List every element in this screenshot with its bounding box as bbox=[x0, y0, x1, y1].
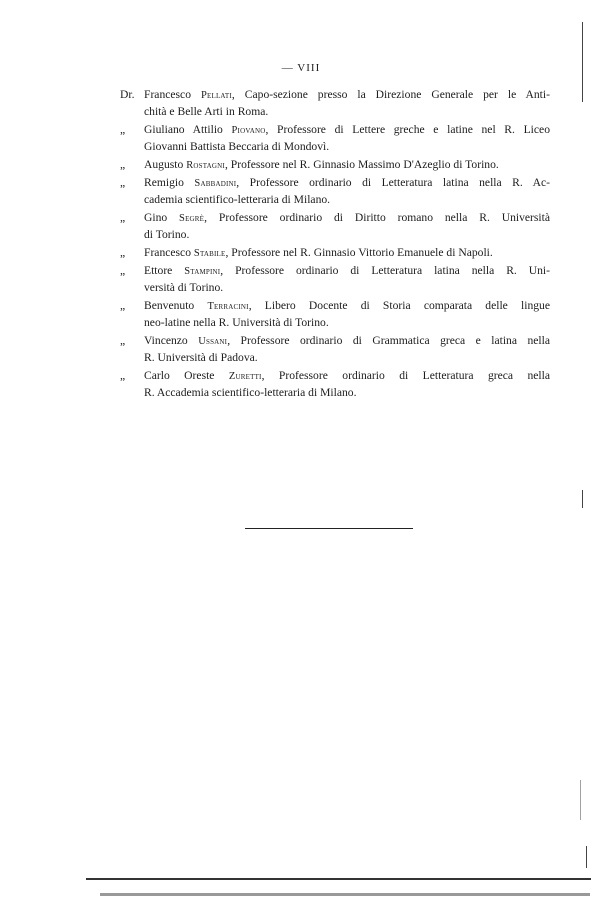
entry-marker: „ bbox=[120, 157, 126, 171]
entry-marker: „ bbox=[120, 264, 126, 278]
entry-surname: Ussani bbox=[198, 335, 228, 347]
entry-given-name: Augusto bbox=[144, 157, 184, 171]
entry-given-name: Giuliano Attilio bbox=[144, 122, 223, 136]
list-item bbox=[120, 263, 550, 297]
scan-edge-line bbox=[582, 490, 583, 508]
entry-marker: „ bbox=[120, 176, 126, 190]
entry-given-name: Benvenuto bbox=[144, 298, 195, 312]
scan-edge-line bbox=[582, 22, 583, 102]
entry-marker: Dr. bbox=[120, 88, 135, 101]
entry-text: , Professore nel R. Ginnasio Massimo D'Azeglio di Torino. bbox=[224, 157, 499, 171]
entry-continuation: Giovanni Battista Beccaria di Mondovì. bbox=[144, 140, 330, 154]
list-item bbox=[120, 245, 550, 262]
entry-first-line bbox=[144, 157, 550, 174]
contributor-list bbox=[120, 87, 550, 402]
entry-continuation: versità di Torino. bbox=[144, 281, 224, 295]
entry-given-name: Vincenzo bbox=[144, 333, 188, 347]
entry-given-name: Remigio bbox=[144, 176, 184, 190]
scan-edge-line bbox=[86, 878, 591, 880]
entry-first-line bbox=[144, 175, 550, 192]
entry-continuation: neo-latine nella R. Università di Torino. bbox=[144, 316, 329, 330]
list-item bbox=[120, 333, 550, 367]
entry-given-name: Francesco bbox=[144, 245, 191, 259]
entry-text: , Professore nel R. Ginnasio Vittorio Emanuele di Napoli. bbox=[225, 245, 493, 259]
list-item bbox=[120, 157, 550, 174]
entry-continuation: R. Accademia scientifico-letteraria di Milano. bbox=[144, 385, 357, 399]
entry-first-line bbox=[144, 210, 550, 227]
entry-first-line bbox=[144, 122, 550, 139]
entry-given-name: Francesco bbox=[144, 88, 191, 101]
entry-text: , Libero Docente di Storia comparata delle lingue bbox=[248, 298, 550, 312]
list-item bbox=[120, 368, 550, 402]
entry-surname: Pellati bbox=[200, 90, 232, 101]
scan-edge-line bbox=[100, 893, 590, 896]
entry-surname: Stabile bbox=[193, 247, 226, 259]
list-item bbox=[120, 87, 550, 121]
entry-marker: „ bbox=[120, 210, 126, 224]
entry-first-line bbox=[144, 263, 550, 280]
entry-text: , Capo-sezione presso la Direzione Generale per le Anti- bbox=[231, 88, 550, 101]
entry-continuation: chità e Belle Arti in Roma. bbox=[144, 105, 269, 119]
entry-marker: „ bbox=[120, 333, 126, 347]
entry-surname: Rostagni bbox=[186, 159, 225, 171]
entry-first-line bbox=[144, 298, 550, 315]
entry-continuation: cademia scientifico-letteraria di Milano. bbox=[144, 193, 331, 207]
entry-surname: Zuretti bbox=[228, 370, 262, 382]
entry-marker: „ bbox=[120, 298, 126, 312]
entry-text: , Professore ordinario di Grammatica greca e latina nella bbox=[227, 333, 550, 347]
list-item bbox=[120, 122, 550, 156]
entry-text: , Professore ordinario di Diritto romano nella R. Università bbox=[204, 210, 550, 224]
entry-surname: Piovano bbox=[231, 124, 266, 136]
entry-surname: Terracini bbox=[207, 300, 249, 312]
list-item bbox=[120, 210, 550, 244]
entry-marker: „ bbox=[120, 122, 126, 136]
entry-text: , Professore ordinario di Letteratura latina nella R. Uni- bbox=[220, 264, 550, 278]
section-divider bbox=[245, 528, 413, 529]
entry-first-line bbox=[144, 368, 550, 385]
entry-first-line bbox=[144, 333, 550, 350]
entry-marker: „ bbox=[120, 368, 126, 382]
entry-surname: Segrè bbox=[179, 212, 205, 224]
entry-given-name: Ettore bbox=[144, 264, 173, 278]
scan-edge-line bbox=[580, 780, 581, 820]
entry-first-line bbox=[144, 245, 550, 262]
page-number: — VIII bbox=[281, 62, 321, 74]
entry-first-line bbox=[144, 87, 550, 104]
list-item bbox=[120, 175, 550, 209]
entry-surname: Stampini bbox=[184, 266, 221, 278]
entry-text: , Professore ordinario di Letteratura greca nella bbox=[261, 368, 550, 382]
entry-continuation: R. Università di Padova. bbox=[144, 351, 258, 365]
entry-text: , Professore di Lettere greche e latine nel R. Liceo bbox=[265, 122, 550, 136]
entry-marker: „ bbox=[120, 245, 126, 259]
entry-text: , Professore ordinario di Letteratura latina nella R. Ac- bbox=[236, 176, 550, 190]
entry-continuation: di Torino. bbox=[144, 228, 190, 242]
list-item bbox=[120, 298, 550, 332]
entry-given-name: Gino bbox=[144, 210, 168, 224]
scan-edge-line bbox=[586, 846, 587, 868]
entry-given-name: Carlo Oreste bbox=[144, 368, 215, 382]
entry-surname: Sabbadini bbox=[194, 178, 237, 190]
